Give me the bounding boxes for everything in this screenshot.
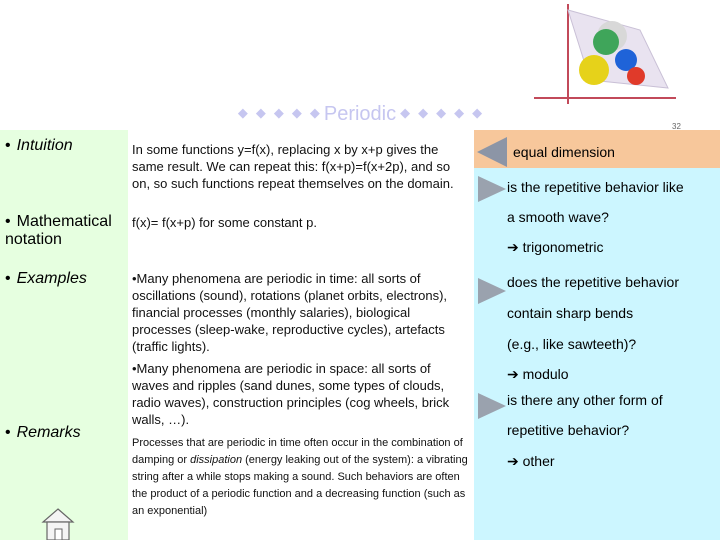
left-column-background [0, 130, 128, 540]
left-item-label: Intuition [16, 137, 73, 154]
question-sharp-bends-line1: does the repetitive behavior [507, 274, 679, 290]
question-other-form-line2: repetitive behavior? [507, 422, 630, 438]
home-icon[interactable] [40, 506, 76, 540]
slide-title [0, 103, 720, 126]
left-item-label: Examples [16, 270, 87, 287]
title-diamond-icon: ◆ [454, 105, 465, 120]
title-diamond-icon: ◆ [418, 105, 429, 120]
title-diamond-icon: ◆ [400, 105, 411, 120]
answer-modulo[interactable]: ➔ modulo [507, 366, 569, 382]
arrow-right-icon: ➔ [507, 453, 519, 469]
title-diamond-icon: ◆ [472, 105, 483, 120]
forward-triangle-icon[interactable] [478, 393, 506, 419]
title-diamond-icon: ◆ [436, 105, 447, 120]
forward-triangle-icon[interactable] [478, 278, 506, 304]
left-item-label: Remarks [16, 424, 81, 441]
slide-number: 32 [672, 122, 681, 131]
answer-trigonometric[interactable]: ➔ trigonometric [507, 239, 604, 255]
left-item-examples: • Examples [5, 270, 87, 287]
intuition-text: In some functions y=f(x), replacing x by x+p gives the same result. We can repeat this: f(x+p)=f(x+2p), and so on, so such functions repeat themselves on the domain. [132, 142, 454, 191]
left-item-intuition: • Intuition [5, 137, 73, 154]
question-smooth-wave-line1: is the repetitive behavior like [507, 179, 684, 195]
question-sharp-bends-line3: (e.g., like sawteeth)? [507, 336, 637, 352]
title-diamond-icon: ◆ [309, 105, 320, 120]
title-diamond-icon: ◆ [273, 105, 284, 120]
left-item-remarks: • Remarks [5, 424, 81, 441]
title-diamond-icon: ◆ [255, 105, 266, 120]
answer-other[interactable]: ➔ other [507, 453, 555, 469]
arrow-right-icon: ➔ [507, 366, 519, 382]
question-smooth-wave-line2: a smooth wave? [507, 209, 609, 225]
arrow-right-icon: ➔ [507, 239, 519, 255]
notation-text: f(x)= f(x+p) for some constant p. [132, 215, 317, 230]
left-item-label: Mathematical notation [5, 213, 112, 248]
left-item-notation: • Mathematical notation [5, 213, 112, 248]
back-triangle-icon[interactable] [477, 137, 507, 167]
slide-title-text: Periodic [323, 103, 397, 125]
equal-dimension-label: equal dimension [513, 144, 615, 160]
logo-graphic [530, 0, 680, 110]
question-other-form-line1: is there any other form of [507, 392, 663, 408]
title-diamond-icon: ◆ [237, 105, 248, 120]
remarks-text: Processes that are periodic in time often occur in the combination of damping or dissipation (energy leaking out of the system): a vibrating string after a while stops making a sound. Such behaviors are often the product of a periodic function and a decreasing function (such as an exponential) [132, 437, 468, 517]
example-space-text: •Many phenomena are periodic in space: all sorts of waves and ripples (sand dunes, some types of clouds, radio waves), construction principles (cog wheels, brick walls, …). [132, 361, 450, 427]
question-sharp-bends-line2: contain sharp bends [507, 305, 634, 321]
title-diamond-icon: ◆ [291, 105, 302, 120]
example-time-text: •Many phenomena are periodic in time: all sorts of oscillations (sound), rotations (planet orbits, electrons), financial processes (monthly salaries), biological processes (sleep-wake, reproductive cycles), artefacts (traffic lights). [132, 271, 448, 354]
forward-triangle-icon[interactable] [478, 176, 506, 202]
